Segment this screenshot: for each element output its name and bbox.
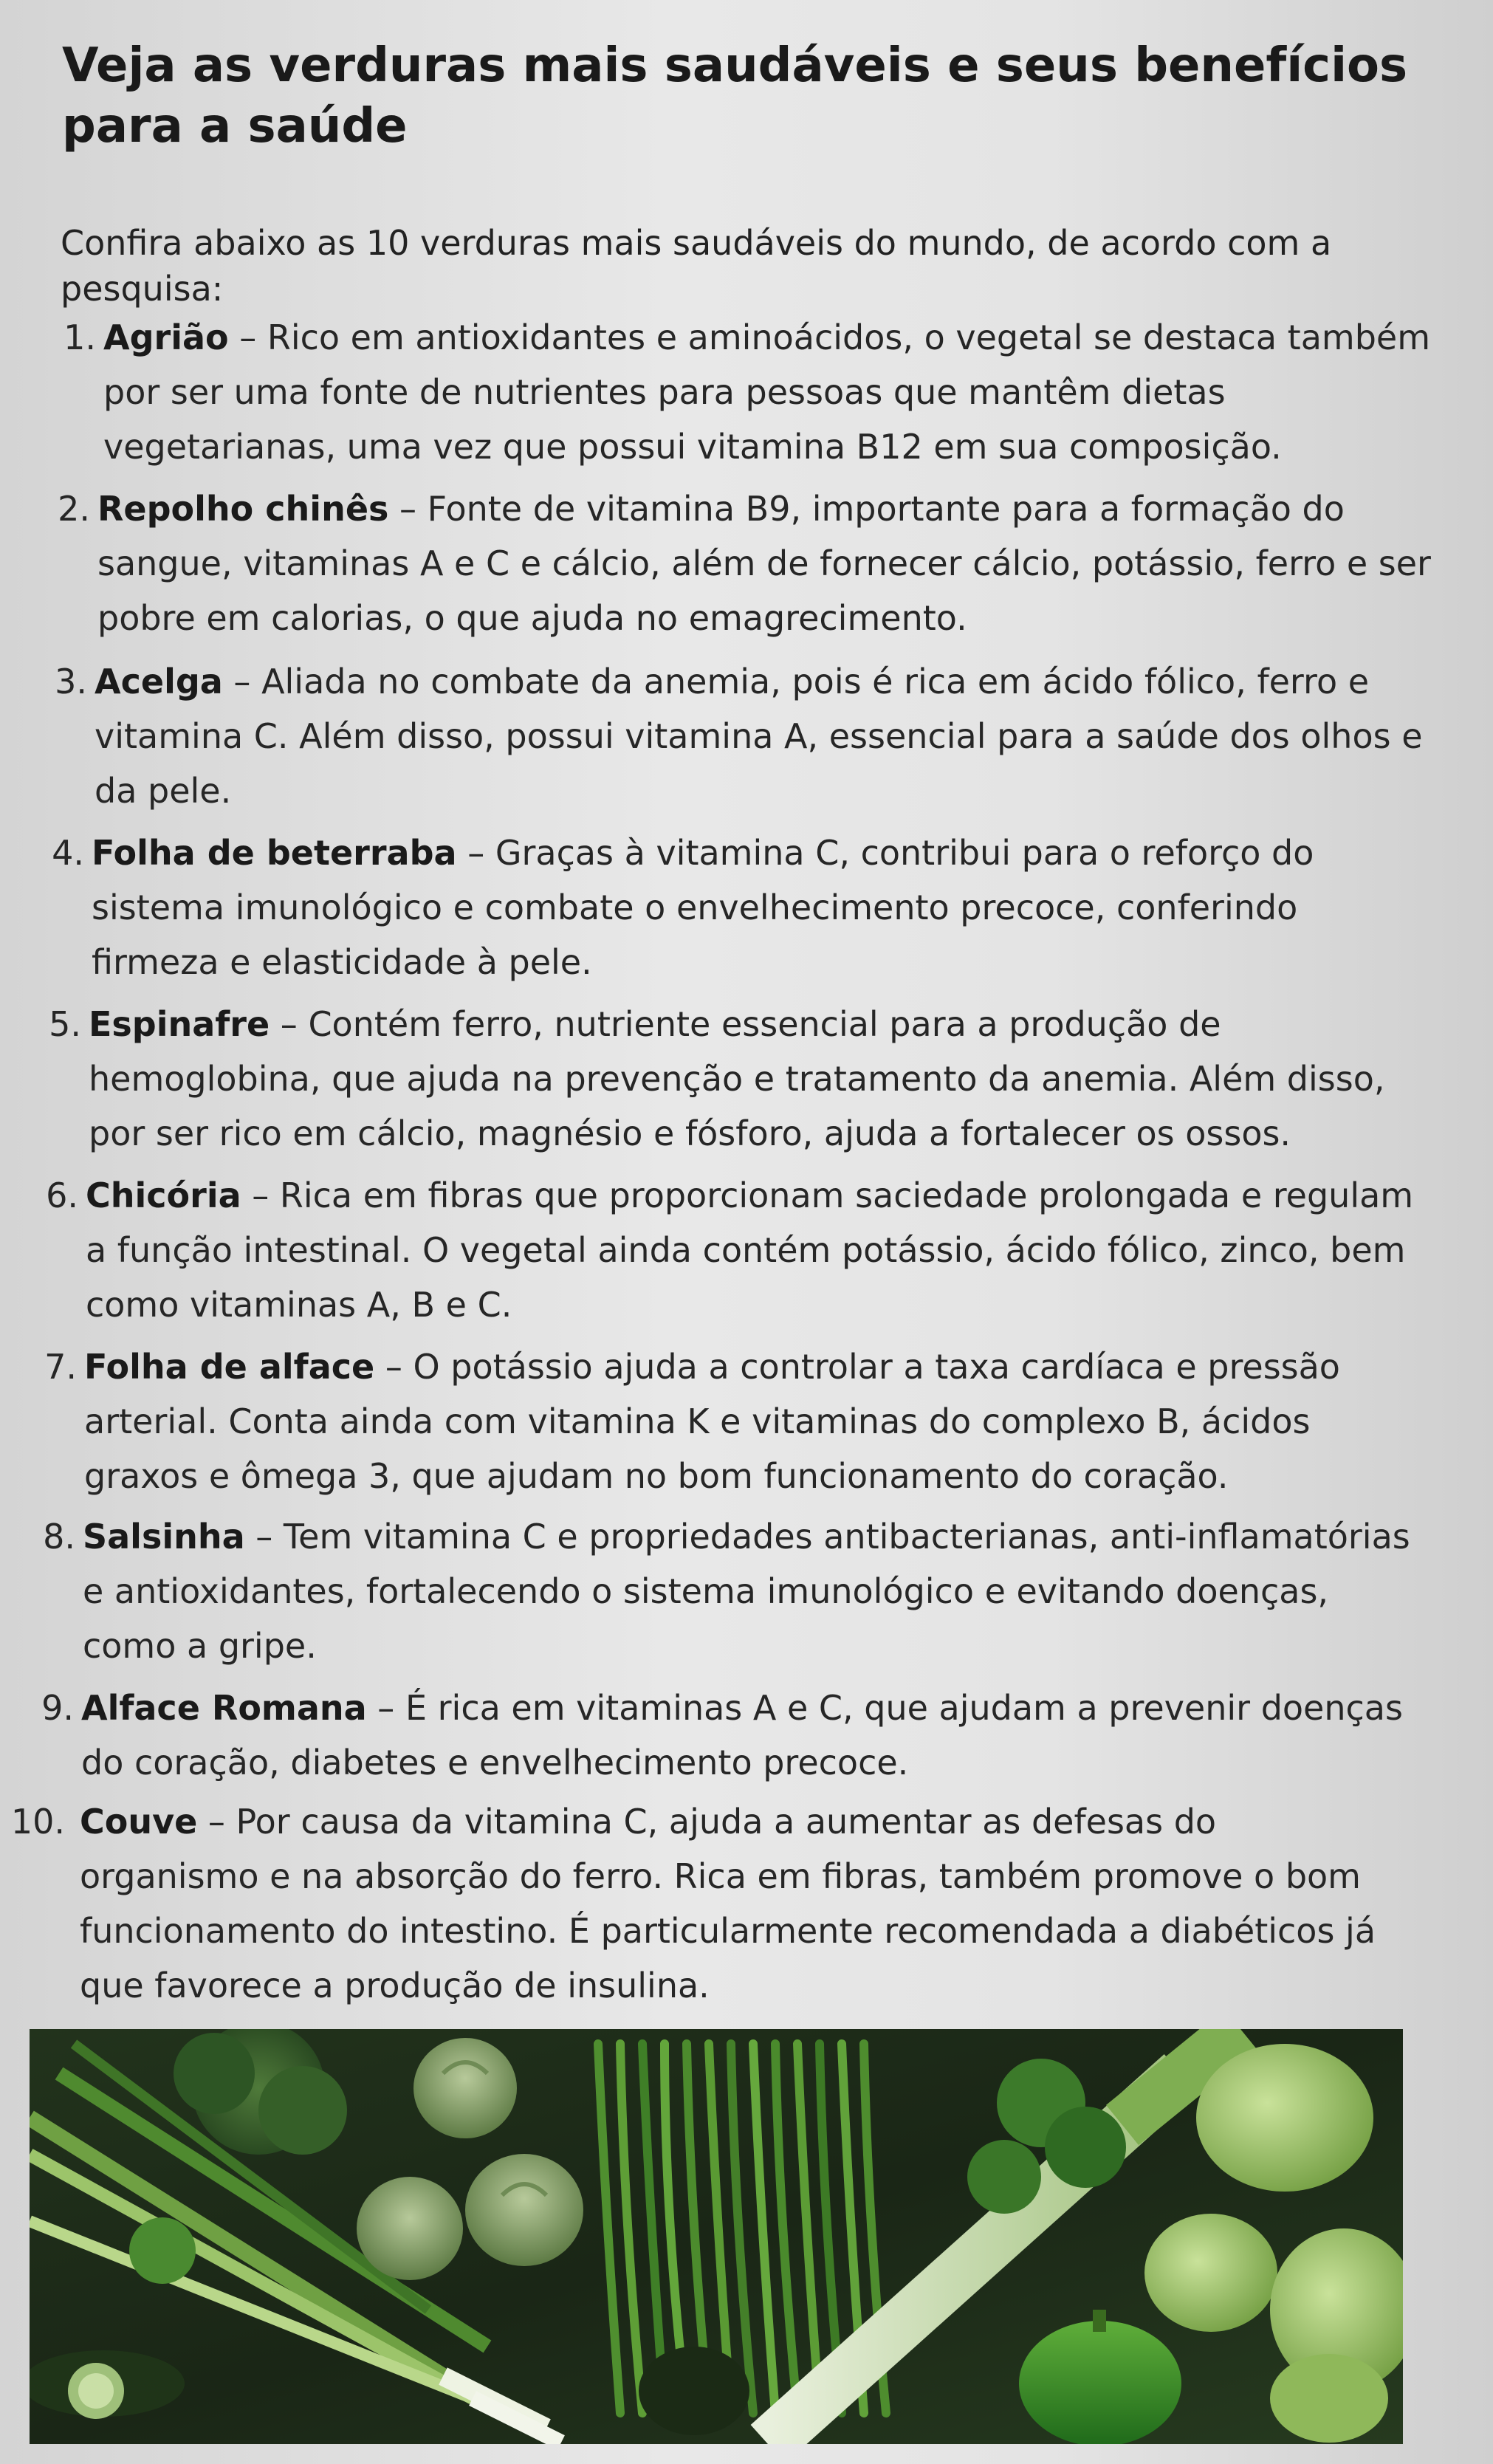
list-item bbox=[49, 997, 1440, 1161]
list-item-text: Rica em fibras que proporcionam saciedade prolongada e regulam a função intestinal. O vegetal ainda contém potássio, ácido fólico, zinco, bem como vitaminas A, B e C. bbox=[86, 1176, 1414, 1325]
list-item-number: 6. bbox=[46, 1176, 78, 1215]
list-item-text: Por causa da vitamina C, ajuda a aumentar as defesas do organismo e na absorção do ferro. Rica em fibras, também promove o bom funcionamento do intestino. É particularmente recomendada a diabéticos já que favorece a produção de insulina. bbox=[80, 1802, 1376, 2005]
list-item-number: 8. bbox=[43, 1517, 75, 1557]
list-item-text: Aliada no combate da anemia, pois é rica em ácido fólico, ferro e vitamina C. Além disso, possui vitamina A, essencial para a saúde dos olhos e da pele. bbox=[95, 662, 1423, 811]
list-item-number: 9. bbox=[41, 1688, 74, 1728]
list-item-name: Acelga bbox=[95, 662, 223, 701]
list-item-separator: – bbox=[374, 1347, 413, 1387]
list-item bbox=[10, 1794, 1401, 2013]
list-item-name: Couve bbox=[80, 1802, 198, 1842]
list-item-separator: – bbox=[222, 662, 262, 701]
list-item-name: Agrião bbox=[103, 318, 229, 357]
list-item-text: Contém ferro, nutriente essencial para a produção de hemoglobina, que ajuda na prevenção e tratamento da anemia. Além disso, por ser rico em cálcio, magnésio e fósforo, ajuda a fortalecer os ossos. bbox=[89, 1004, 1385, 1153]
list-item bbox=[41, 1681, 1403, 1790]
list-item-number: 5. bbox=[49, 1004, 81, 1044]
vegetables-illustration bbox=[30, 2029, 1403, 2444]
list-item-separator: – bbox=[197, 1802, 236, 1842]
list-item-text: O potássio ajuda a controlar a taxa cardíaca e pressão arterial. Conta ainda com vitamina K e vitaminas do complexo B, ácidos graxos e ômega 3, que ajudam no bom funcionamento do coração. bbox=[84, 1347, 1340, 1496]
list-item-name: Repolho chinês bbox=[97, 489, 389, 529]
list-item-text: Graças à vitamina C, contribui para o reforço do sistema imunológico e combate o envelhecimento precoce, conferindo firmeza e elasticidade à pele. bbox=[92, 833, 1314, 982]
vegetables-photo bbox=[30, 2029, 1403, 2444]
list-item-separator: – bbox=[228, 318, 267, 357]
list-item-name: Alface Romana bbox=[81, 1688, 367, 1728]
list-item bbox=[52, 826, 1413, 989]
article-intro: Confira abaixo as 10 verduras mais saudáveis do mundo, de acordo com a pesquisa: bbox=[61, 223, 1332, 309]
list-item-text: É rica em vitaminas A e C, que ajudam a prevenir doenças do coração, diabetes e envelhecimento precoce. bbox=[81, 1688, 1403, 1782]
list-item-text: Rico em antioxidantes e aminoácidos, o vegetal se destaca também por ser uma fonte de nutrientes para pessoas que mantêm dietas vegetarianas, uma vez que possui vitamina B12 em sua composição. bbox=[103, 318, 1431, 467]
list-item-separator: – bbox=[241, 1176, 280, 1215]
list-item bbox=[64, 310, 1455, 474]
list-item bbox=[46, 1168, 1415, 1332]
list-item-name: Chicória bbox=[86, 1176, 241, 1215]
list-item-number: 2. bbox=[58, 489, 90, 529]
list-item-name: Espinafre bbox=[89, 1004, 270, 1044]
article-title: Veja as verduras mais saudáveis e seus benefícios para a saúde bbox=[62, 38, 1408, 154]
list-item bbox=[44, 1339, 1428, 1503]
list-item-number: 1. bbox=[64, 318, 96, 357]
list-item-separator: – bbox=[244, 1517, 284, 1557]
list-item-number: 10. bbox=[10, 1802, 65, 1842]
list-item-separator: – bbox=[456, 833, 495, 873]
list-item-text: Fonte de vitamina B9, importante para a formação do sangue, vitaminas A e C e cálcio, além de fornecer cálcio, potássio, ferro e ser pobre em calorias, o que ajuda no emagrecimento. bbox=[97, 489, 1431, 638]
list-item-name: Salsinha bbox=[83, 1517, 245, 1557]
list-item bbox=[43, 1509, 1412, 1673]
list-item-name: Folha de beterraba bbox=[92, 833, 457, 873]
list-item-name: Folha de alface bbox=[84, 1347, 375, 1387]
list-item-number: 4. bbox=[52, 833, 84, 873]
list-item-number: 7. bbox=[44, 1347, 77, 1387]
list-item-separator: – bbox=[366, 1688, 405, 1728]
list-item-number: 3. bbox=[55, 662, 87, 701]
list-item-separator: – bbox=[388, 489, 428, 529]
list-item-text: Tem vitamina C e propriedades antibacterianas, anti-inflamatórias e antioxidantes, fortalecendo o sistema imunológico e evitando doenças, como a gripe. bbox=[83, 1517, 1410, 1666]
list-item bbox=[58, 481, 1456, 645]
list-item bbox=[55, 654, 1424, 818]
list-item-separator: – bbox=[270, 1004, 309, 1044]
